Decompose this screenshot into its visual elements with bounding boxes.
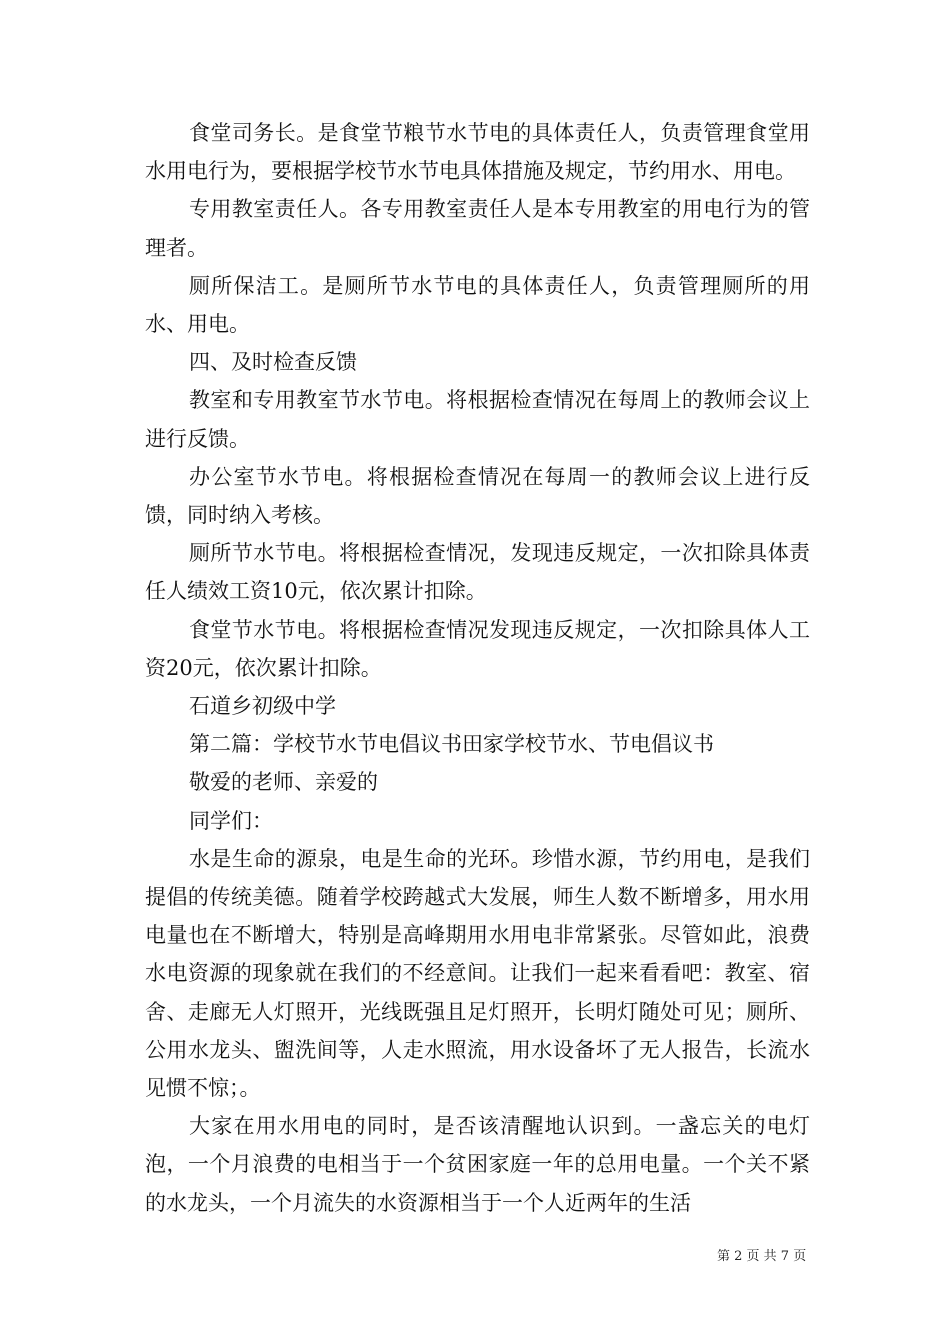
paragraph-office-feedback: 办公室节水节电。将根据检查情况在每周一的教师会议上进行反馈，同时纳入考核。 — [145, 464, 810, 528]
paragraph-canteen-feedback: 食堂节水节电。将根据检查情况发现违反规定，一次扣除具体人工资20元，依次累计扣除。 — [145, 617, 810, 680]
paragraph-water-electricity: 水是生命的源泉，电是生命的光环。珍惜水源，节约用电，是我们提倡的传统美德。随着学校跨越式大发展，师生人数不断增多，用水用电量也在不断增大，特别是高峰期用水用电非常紧张。尽管如此，浪费水电资源的现象就在我们的不经意间。让我们一起来看看吧：教室、宿舍、走廊无人灯照开，光线既强且足灯照开，长明灯随处可见；厕所、公用水龙头、盥洗间等，人走水照流，用水设备坏了无人报告，长流水见惯不惊；。 — [145, 846, 810, 1101]
salutation-students: 同学们： — [189, 808, 273, 833]
paragraph-toilet-cleaner: 厕所保洁工。是厕所节水节电的具体责任人，负责管理厕所的用水、用电。 — [145, 273, 810, 337]
second-article-title: 第二篇：学校节水节电倡议书田家学校节水、节电倡议书 — [189, 732, 714, 757]
paragraph-classroom-feedback: 教室和专用教室节水节电。将根据检查情况在每周上的教师会议上进行反馈。 — [145, 388, 810, 451]
paragraph-special-classroom: 专用教室责任人。各专用教室责任人是本专用教室的用电行为的管理者。 — [145, 197, 810, 260]
page-number-footer: 第 2 页 共 7 页 — [717, 1249, 807, 1264]
paragraph-toilet-feedback: 厕所节水节电。将根据检查情况，发现违反规定，一次扣除具体责任人绩效工资10元，依次累计扣除。 — [145, 541, 810, 604]
salutation-teachers: 敬爱的老师、亲爱的 — [189, 770, 378, 795]
section-heading-feedback: 四、及时检查反馈 — [189, 350, 357, 375]
school-signature: 石道乡初级中学 — [189, 694, 336, 719]
paragraph-awareness: 大家在用水用电的同时，是否该清醒地认识到。一盏忘关的电灯泡，一个月浪费的电相当于一个贫困家庭一年的总用电量。一个关不紧的水龙头，一个月流失的水资源相当于一个人近两年的生活 — [145, 1114, 810, 1215]
document-body — [145, 114, 810, 1222]
paragraph-canteen-manager: 食堂司务长。是食堂节粮节水节电的具体责任人，负责管理食堂用水用电行为，要根据学校节水节电具体措施及规定，节约用水、用电。 — [145, 121, 810, 184]
